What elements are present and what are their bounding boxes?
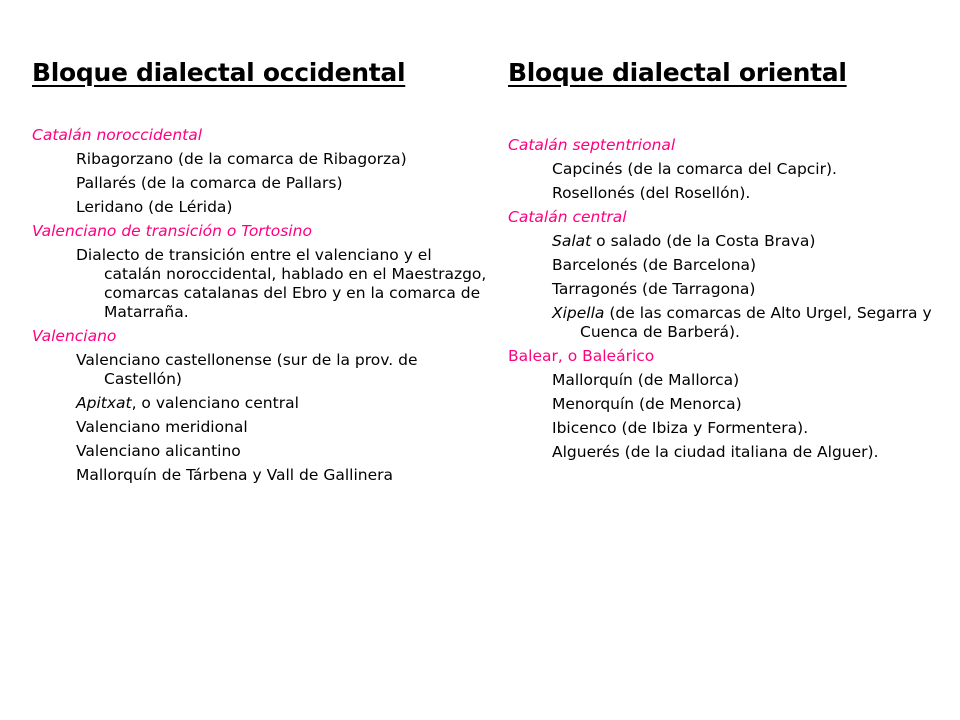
dialect-item-rest: o salado (de la Costa Brava): [591, 232, 816, 250]
dialect-item: Dialecto de transición entre el valenciano y el catalán noroccidental, hablado en el Maestrazgo, comarcas catalanas del Ebro y en la comarca de Matarraña.: [76, 246, 487, 321]
dialect-item: Valenciano meridional: [76, 418, 248, 436]
right-list: [508, 136, 948, 467]
dialect-item-emphasis: Xipella: [552, 304, 605, 322]
dialect-group-label: Catalán septentrional: [508, 136, 676, 154]
right-heading: Bloque dialectal oriental: [508, 58, 847, 87]
dialect-item: [76, 394, 492, 413]
dialect-group-label: Balear, o Baleárico: [508, 347, 655, 365]
dialect-group-label: Valenciano: [32, 327, 117, 345]
dialect-item: Ibicenco (de Ibiza y Formentera).: [552, 419, 809, 437]
dialect-item: Valenciano alicantino: [76, 442, 241, 460]
dialect-group-label: Valenciano de transición o Tortosino: [32, 222, 312, 240]
dialect-item: Valenciano castellonense (sur de la prov. de Castellón): [76, 351, 418, 388]
dialect-item-rest: , o valenciano central: [131, 394, 299, 412]
left-list: [32, 126, 492, 490]
dialect-item: [552, 304, 948, 342]
dialect-item: Leridano (de Lérida): [76, 198, 233, 216]
dialect-item: [552, 232, 948, 251]
left-heading: Bloque dialectal occidental: [32, 58, 406, 87]
dialect-group-label: Catalán central: [508, 208, 627, 226]
dialect-item: Mallorquín de Tárbena y Vall de Gallinera: [76, 466, 393, 484]
dialect-item: Mallorquín (de Mallorca): [552, 371, 740, 389]
dialect-item: Ribagorzano (de la comarca de Ribagorza): [76, 150, 407, 168]
dialect-item-emphasis: Apitxat: [76, 394, 132, 412]
dialect-item: Alguerés (de la ciudad italiana de Alguer).: [552, 443, 879, 461]
dialect-item: Barcelonés (de Barcelona): [552, 256, 757, 274]
dialect-item-rest: (de las comarcas de Alto Urgel, Segarra y Cuenca de Barberá).: [580, 304, 932, 341]
dialect-item: Rosellonés (del Rosellón).: [552, 184, 751, 202]
dialect-item: Menorquín (de Menorca): [552, 395, 742, 413]
dialect-item-emphasis: Salat: [552, 232, 592, 250]
dialect-item: Tarragonés (de Tarragona): [552, 280, 756, 298]
dialect-item: Capcinés (de la comarca del Capcir).: [552, 160, 837, 178]
dialect-group-label: Catalán noroccidental: [32, 126, 203, 144]
dialect-item: Pallarés (de la comarca de Pallars): [76, 174, 343, 192]
